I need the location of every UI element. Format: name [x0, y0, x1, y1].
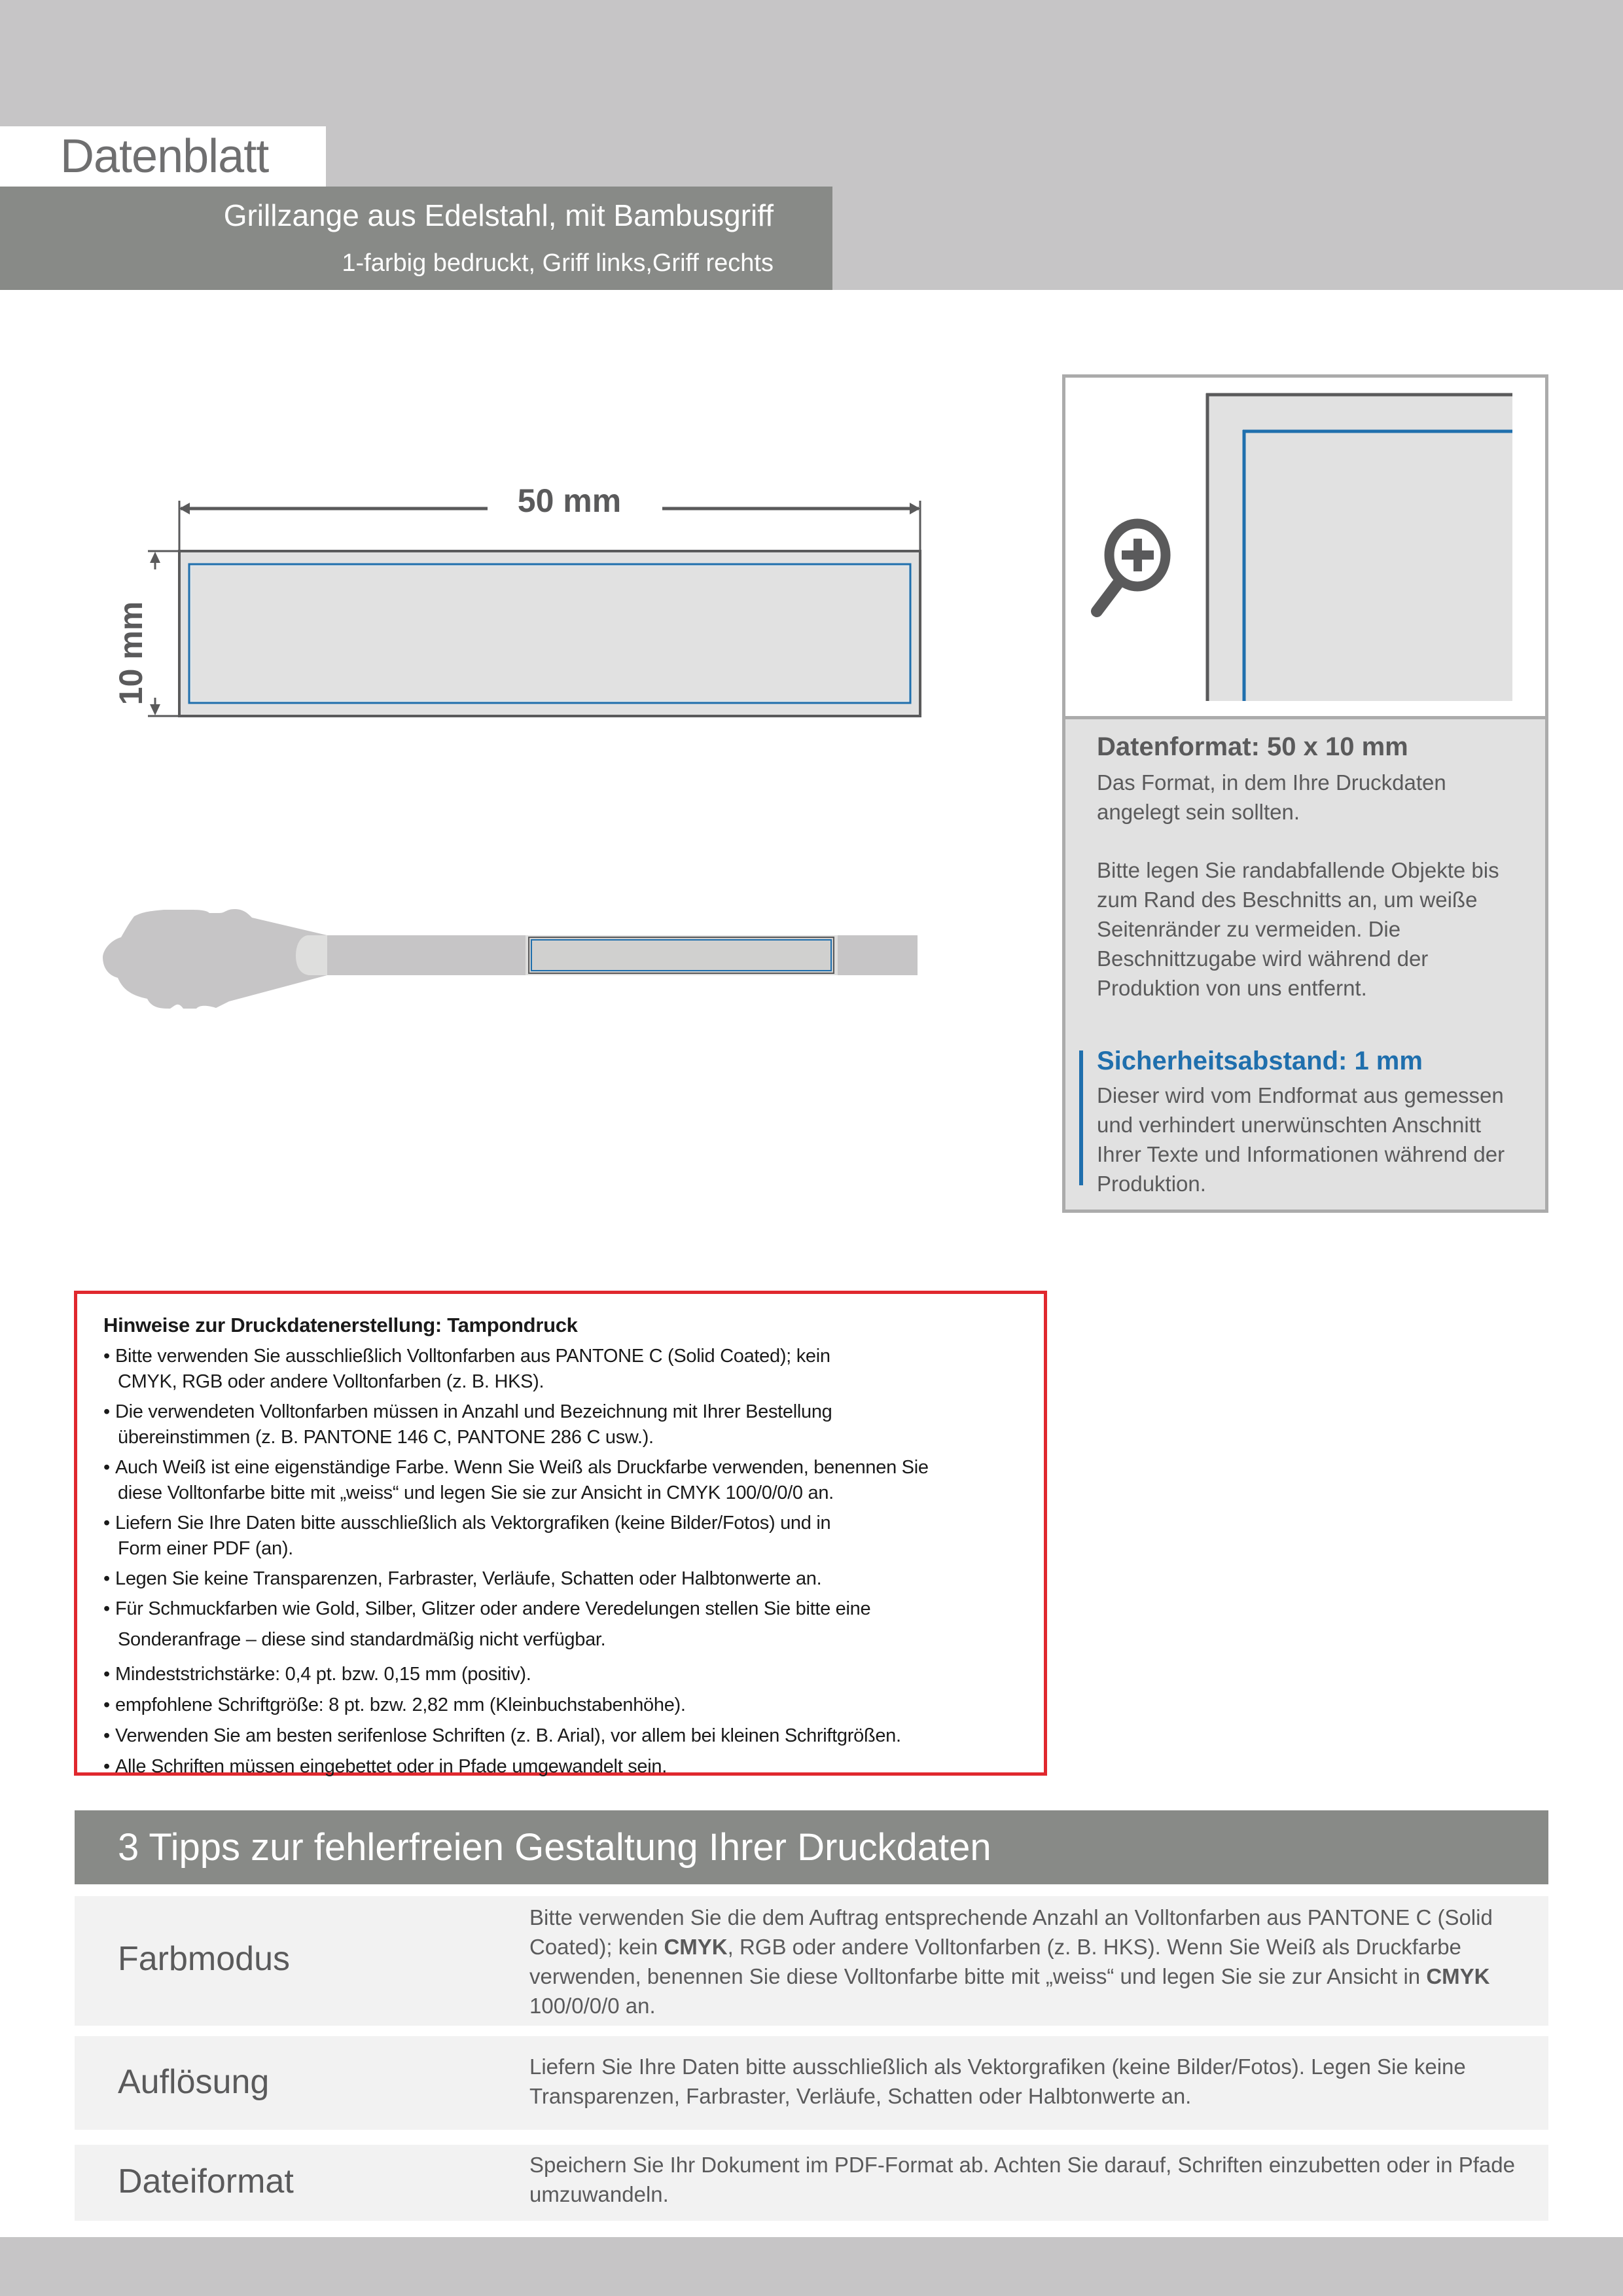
tip-text: Liefern Sie Ihre Daten bitte ausschließlich als Vektorgrafiken (keine Bilder/Fotos). Legen Sie keine Transparenzen, Farbraster, Verläufe, Schatten oder Halbtonwerte an.: [529, 2054, 1466, 2108]
tips-header: [75, 1810, 1548, 1884]
magnifier-plus-icon: [1097, 524, 1166, 611]
tip-label: Farbmodus: [118, 1940, 290, 1978]
tongs-head: [103, 909, 327, 1009]
arrow-right-icon: [910, 503, 920, 514]
tip-row-farbmodus: [75, 1896, 1548, 2026]
data-format-description: Das Format, in dem Ihre Druckdaten angelegt sein sollten.: [1097, 770, 1446, 824]
safety-margin-description: Dieser wird vom Endformat aus gemessen und verhindert unerwünschten Anschnitt Ihrer Texte und Informationen während der Produktion.: [1097, 1083, 1505, 1196]
arrow-down-icon: [150, 704, 160, 715]
bleed-description: Bitte legen Sie randabfallende Objekte bis zum Rand des Beschnitts an, um weiße Seitenränder zu vermeiden. Die Beschnittzugabe wird während der Produktion von uns entfernt.: [1097, 858, 1499, 1000]
tongs-handle-left: [327, 935, 526, 975]
bleed-area: [179, 551, 920, 716]
list-item: • Auch Weiß ist eine eigenständige Farbe. Wenn Sie Weiß als Druckfarbe verwenden, benennen Sie diese Volltonfarbe bitte mit „weiss“ und legen Sie sie zur Ansicht in CMYK 100/0/0/0 an.: [103, 1455, 1033, 1506]
print-guidelines-box: [74, 1291, 1047, 1776]
list-item: • Liefern Sie Ihre Daten bitte ausschließlich als Vektorgrafiken (keine Bilder/Fotos) und in Form einer PDF (an).: [103, 1511, 1033, 1562]
tip-text: Bitte verwenden Sie die dem Auftrag entsprechende Anzahl an Volltonfarben aus PANTONE C (Solid Coated); kein CMYK, RGB oder andere Volltonfarben (z. B. HKS). Wenn Sie Weiß als Druckfarbe verwenden, benennen Sie diese Volltonfarbe bitte mit „weiss“ und legen Sie sie zur Ansicht in CMYK 100/0/0/0 an.: [529, 1905, 1493, 2018]
tip-row-aufloesung: [75, 2036, 1548, 2130]
data-format-title: Datenformat: 50 x 10 mm: [1097, 732, 1408, 761]
list-item: • Mindeststrichstärke: 0,4 pt. bzw. 0,15 mm (positiv).: [103, 1662, 1033, 1687]
tongs-cap: [296, 935, 327, 975]
tongs-handle-right: [838, 935, 918, 975]
tip-text: Speichern Sie Ihr Dokument im PDF-Format ab. Achten Sie darauf, Schriften einzubetten oder in Pfade umzuwandeln.: [529, 2153, 1515, 2206]
list-item: • Verwenden Sie am besten serifenlose Schriften (z. B. Arial), vor allem bei kleinen Schriftgrößen.: [103, 1723, 1033, 1749]
list-item: • Alle Schriften müssen eingebettet oder in Pfade umgewandelt sein.: [103, 1754, 1033, 1780]
guidelines-list: [103, 1344, 1033, 1784]
product-variant: 1-farbig bedruckt, Griff links,Griff rechts: [342, 249, 774, 277]
width-label: 50 mm: [517, 482, 622, 519]
arrow-left-icon: [179, 503, 190, 514]
list-item: • empfohlene Schriftgröße: 8 pt. bzw. 2,82 mm (Kleinbuchstabenhöhe).: [103, 1693, 1033, 1718]
list-item: • Legen Sie keine Transparenzen, Farbraster, Verläufe, Schatten oder Halbtonwerte an.: [103, 1566, 1033, 1592]
list-item: • Für Schmuckfarben wie Gold, Silber, Glitzer oder andere Veredelungen stellen Sie bitte eine Sonderanfrage – diese sind standardmäßig nicht verfügbar.: [103, 1596, 1033, 1653]
list-item: • Die verwendeten Volltonfarben müssen in Anzahl und Bezeichnung mit Ihrer Bestellung übereinstimmen (z. B. PANTONE 146 C, PANTONE 286 C usw.).: [103, 1399, 1033, 1450]
height-label: 10 mm: [113, 601, 149, 706]
footer-band: [0, 2237, 1623, 2296]
preview-bleed-area: [1206, 393, 1512, 701]
guidelines-title: Hinweise zur Druckdatenerstellung: Tampondruck: [103, 1314, 578, 1336]
info-panel: [1062, 374, 1548, 1213]
arrow-up-icon: [150, 552, 160, 563]
safety-margin-title: Sicherheitsabstand: 1 mm: [1097, 1047, 1423, 1075]
preview-area: [1065, 378, 1545, 719]
tip-label: Dateiformat: [118, 2162, 294, 2200]
tip-label: Auflösung: [118, 2063, 270, 2101]
bleed-preview: [1065, 378, 1545, 719]
tips-title: 3 Tipps zur fehlerfreien Gestaltung Ihrer Druckdaten: [118, 1826, 991, 1869]
product-name: Grillzange aus Edelstahl, mit Bambusgriff: [223, 198, 774, 232]
list-item: • Bitte verwenden Sie ausschließlich Volltonfarben aus PANTONE C (Solid Coated); kein CMYK, RGB oder andere Volltonfarben (z. B. HKS).: [103, 1344, 1033, 1395]
tip-row-dateiformat: [75, 2145, 1548, 2221]
page-title: Datenblatt: [60, 130, 269, 183]
product-illustration: [92, 903, 942, 1021]
tongs-print-area: [529, 937, 834, 973]
safety-accent-bar: [1079, 1050, 1083, 1185]
